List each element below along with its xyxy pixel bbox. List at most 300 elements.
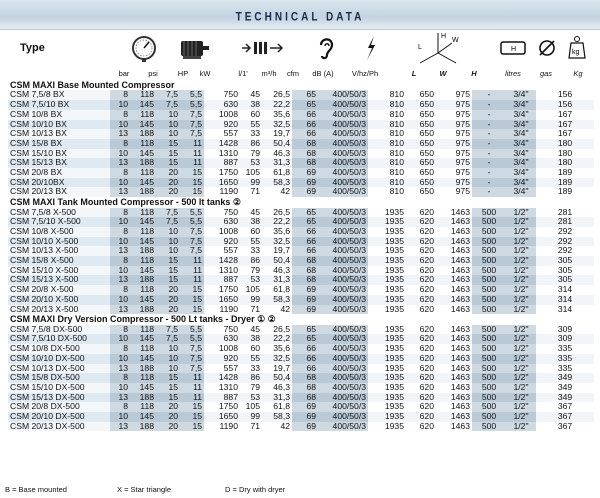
value-cell: 3/4" [506,187,536,197]
value-cell: 1935 [368,422,406,432]
value-cell: 292 [536,246,594,256]
value-cell: 650 [406,139,436,149]
value-cell: 118 [130,256,156,266]
model-name-cell: CSM 15/8 BX [8,139,110,149]
value-cell: 26,5 [262,208,292,218]
value-cell: 145 [130,354,156,364]
value-cell: 3/4" [506,168,536,178]
value-cell: 1/2" [506,344,536,354]
value-cell: 46,3 [262,149,292,159]
value-cell: 65 [292,217,318,227]
value-cell: 71 [240,187,262,197]
value-cell: 557 [204,364,240,374]
section-title: CSM MAXI Tank Mounted Compressor - 500 lt tanks ② [8,197,594,207]
model-name-cell: CSM 20/10 X-500 [8,295,110,305]
value-cell: 1008 [204,227,240,237]
value-cell: 65 [292,90,318,100]
value-cell: 7,5 [180,354,204,364]
value-cell: 1463 [436,402,472,412]
value-cell: 1750 [204,285,240,295]
value-cell: 32,5 [262,354,292,364]
value-cell: 15 [180,305,204,315]
value-cell: 810 [368,120,406,130]
value-cell: 188 [130,246,156,256]
table-body [8,80,594,431]
model-name-cell: CSM 10/13 X-500 [8,246,110,256]
value-cell: 8 [110,256,130,266]
value-cell: 86 [240,256,262,266]
unit-l-min: l/1' [238,69,248,78]
value-cell: 975 [436,187,472,197]
value-cell: 500 [472,364,506,374]
value-cell: 887 [204,275,240,285]
value-cell: 79 [240,149,262,159]
value-cell: 15 [180,402,204,412]
value-cell: 13 [110,422,130,432]
value-cell: 349 [536,393,594,403]
value-cell: 145 [130,334,156,344]
value-cell: 367 [536,412,594,422]
value-cell: 557 [204,129,240,139]
value-cell: 5,5 [180,325,204,335]
value-cell: 1935 [368,354,406,364]
value-cell: 630 [204,217,240,227]
value-cell: 86 [240,139,262,149]
value-cell: 400/50/3 [318,344,368,354]
value-cell: 1463 [436,227,472,237]
table-row [8,256,594,266]
dimensions-axes-icon [408,32,468,64]
value-cell: 400/50/3 [318,158,368,168]
value-cell: 810 [368,158,406,168]
value-cell: 1463 [436,412,472,422]
model-name-cell: CSM 10/8 DX-500 [8,344,110,354]
value-cell: 620 [406,237,436,247]
units-row [0,68,600,80]
value-cell: 20 [156,402,180,412]
value-cell: 1935 [368,266,406,276]
value-cell: 189 [536,168,594,178]
value-cell: - [472,100,506,110]
model-name-cell: CSM 10/8 BX [8,110,110,120]
value-cell: 500 [472,344,506,354]
value-cell: 45 [240,325,262,335]
value-cell: 1750 [204,402,240,412]
value-cell: 10 [110,295,130,305]
value-cell: 118 [130,344,156,354]
value-cell: 188 [130,158,156,168]
value-cell: 810 [368,110,406,120]
table-row [8,402,594,412]
value-cell: 11 [180,383,204,393]
value-cell: 10 [110,100,130,110]
value-cell: 22,2 [262,334,292,344]
value-cell: 1935 [368,208,406,218]
value-cell: 10 [156,237,180,247]
value-cell: 650 [406,100,436,110]
value-cell: 620 [406,373,436,383]
table-row [8,325,594,335]
model-name-cell: CSM 15/13 DX-500 [8,393,110,403]
value-cell: 20 [156,412,180,422]
value-cell: 1935 [368,305,406,315]
value-cell: 1463 [436,334,472,344]
value-cell: 1463 [436,246,472,256]
value-cell: 22,2 [262,217,292,227]
value-cell: 32,5 [262,237,292,247]
value-cell: 15 [156,393,180,403]
value-cell: 400/50/3 [318,120,368,130]
value-cell: 10 [156,110,180,120]
value-cell: 1935 [368,217,406,227]
value-cell: 55 [240,237,262,247]
value-cell: 99 [240,412,262,422]
table-row [8,354,594,364]
value-cell: 1935 [368,295,406,305]
value-cell: 7,5 [180,237,204,247]
legend-star-triangle: X = Star triangle [117,485,171,494]
value-cell: 10 [110,412,130,422]
value-cell: 750 [204,325,240,335]
value-cell: 11 [180,139,204,149]
value-cell: 58,3 [262,295,292,305]
value-cell: 1463 [436,354,472,364]
value-cell: 1935 [368,402,406,412]
value-cell: 3/4" [506,90,536,100]
model-name-cell: CSM 15/10 X-500 [8,266,110,276]
section-header [8,80,594,90]
value-cell: 400/50/3 [318,373,368,383]
value-cell: 8 [110,227,130,237]
value-cell: 69 [292,168,318,178]
value-cell: 118 [130,110,156,120]
value-cell: 650 [406,168,436,178]
model-name-cell: CSM 15/10 DX-500 [8,383,110,393]
value-cell: 11 [180,158,204,168]
value-cell: 1/2" [506,334,536,344]
value-cell: 8 [110,110,130,120]
value-cell: 1/2" [506,208,536,218]
value-cell: 35,6 [262,344,292,354]
value-cell: 620 [406,364,436,374]
value-cell: 1310 [204,383,240,393]
value-cell: 26,5 [262,325,292,335]
value-cell: 810 [368,178,406,188]
value-cell: 118 [130,325,156,335]
value-cell: 66 [292,110,318,120]
value-cell: 188 [130,129,156,139]
value-cell: 367 [536,422,594,432]
value-cell: 1190 [204,305,240,315]
axis-w-label: W [452,37,459,44]
value-cell: 620 [406,246,436,256]
value-cell: 292 [536,227,594,237]
value-cell: 61,8 [262,168,292,178]
value-cell: 10 [156,246,180,256]
model-name-cell: CSM 7,5/8 X-500 [8,208,110,218]
value-cell: 7,5 [180,227,204,237]
value-cell: - [472,129,506,139]
value-cell: 620 [406,402,436,412]
value-cell: 975 [436,158,472,168]
model-name-cell: CSM 20/10BX [8,178,110,188]
section-header [8,314,594,324]
model-name-cell: CSM 10/13 DX-500 [8,364,110,374]
value-cell: 7,5 [180,344,204,354]
value-cell: 66 [292,246,318,256]
value-cell: 118 [130,90,156,100]
value-cell: 66 [292,227,318,237]
section-header [8,197,594,207]
value-cell: 10 [156,120,180,130]
value-cell: 1463 [436,344,472,354]
value-cell: 69 [292,422,318,432]
value-cell: 13 [110,305,130,315]
value-cell: 650 [406,178,436,188]
value-cell: 53 [240,158,262,168]
value-cell: 400/50/3 [318,139,368,149]
value-cell: - [472,149,506,159]
unit-vhzph: V/hz/Ph [351,69,379,78]
banner-title: TECHNICAL DATA [235,10,365,25]
value-cell: 188 [130,364,156,374]
value-cell: 1463 [436,422,472,432]
value-cell: 620 [406,208,436,218]
value-cell: 1428 [204,256,240,266]
value-cell: 650 [406,158,436,168]
value-cell: 1/2" [506,402,536,412]
value-cell: 1/2" [506,383,536,393]
value-cell: 1/2" [506,325,536,335]
value-cell: 1/2" [506,275,536,285]
value-cell: 309 [536,334,594,344]
value-cell: 975 [436,129,472,139]
value-cell: 349 [536,373,594,383]
value-cell: 400/50/3 [318,393,368,403]
value-cell: 60 [240,344,262,354]
pressure-gauge-icon [128,32,160,64]
value-cell: 7,5 [156,90,180,100]
value-cell: 13 [110,246,130,256]
value-cell: 281 [536,208,594,218]
value-cell: 7,5 [156,100,180,110]
value-cell: 7,5 [156,217,180,227]
value-cell: 1463 [436,373,472,383]
value-cell: 15 [156,139,180,149]
value-cell: 1463 [436,217,472,227]
value-cell: 69 [292,402,318,412]
value-cell: 400/50/3 [318,354,368,364]
value-cell: 145 [130,266,156,276]
value-cell: 1/2" [506,412,536,422]
value-cell: 400/50/3 [318,402,368,412]
value-cell: 975 [436,178,472,188]
electric-bolt-icon [360,32,382,64]
model-name-cell: CSM 7,5/8 DX-500 [8,325,110,335]
value-cell: 68 [292,275,318,285]
value-cell: 620 [406,344,436,354]
value-cell: 118 [130,168,156,178]
value-cell: 156 [536,100,594,110]
value-cell: 5,5 [180,90,204,100]
value-cell: 500 [472,217,506,227]
table-row [8,275,594,285]
value-cell: 810 [368,187,406,197]
table-row [8,168,594,178]
value-cell: 15 [180,285,204,295]
value-cell: 8 [110,344,130,354]
value-cell: 975 [436,149,472,159]
value-cell: 400/50/3 [318,227,368,237]
value-cell: - [472,139,506,149]
value-cell: 920 [204,354,240,364]
value-cell: 8 [110,285,130,295]
value-cell: 1008 [204,110,240,120]
value-cell: 55 [240,354,262,364]
technical-data-table [8,80,594,431]
value-cell: 68 [292,256,318,266]
table-row [8,266,594,276]
value-cell: 1463 [436,237,472,247]
value-cell: 45 [240,90,262,100]
value-cell: 58,3 [262,412,292,422]
value-cell: 15 [180,422,204,432]
value-cell: 10 [110,120,130,130]
unit-m3h: m³/h [261,69,277,78]
value-cell: 71 [240,422,262,432]
unit-w: W [439,69,447,78]
value-cell: 105 [240,285,262,295]
model-name-cell: CSM 10/8 X-500 [8,227,110,237]
value-cell: 35,6 [262,110,292,120]
value-cell: 11 [180,149,204,159]
value-cell: 314 [536,285,594,295]
value-cell: 8 [110,139,130,149]
value-cell: 69 [292,295,318,305]
value-cell: 620 [406,217,436,227]
value-cell: 500 [472,208,506,218]
table-row [8,373,594,383]
weight-icon [565,32,589,64]
value-cell: 975 [436,110,472,120]
value-cell: 335 [536,354,594,364]
table-row [8,187,594,197]
value-cell: 400/50/3 [318,100,368,110]
value-cell: 1935 [368,334,406,344]
value-cell: 145 [130,237,156,247]
value-cell: 19,7 [262,246,292,256]
tank-icon [498,32,528,64]
value-cell: 118 [130,402,156,412]
unit-h: H [471,69,477,78]
value-cell: 1/2" [506,305,536,315]
value-cell: 188 [130,187,156,197]
value-cell: 305 [536,256,594,266]
value-cell: 1/2" [506,295,536,305]
value-cell: 20 [156,422,180,432]
value-cell: 38 [240,217,262,227]
value-cell: 620 [406,305,436,315]
value-cell: 167 [536,129,594,139]
value-cell: 10 [110,237,130,247]
value-cell: 65 [292,100,318,110]
value-cell: 42 [262,305,292,315]
value-cell: 167 [536,110,594,120]
value-cell: 1/2" [506,422,536,432]
value-cell: 7,5 [180,110,204,120]
value-cell: 650 [406,90,436,100]
value-cell: 1463 [436,275,472,285]
value-cell: 31,3 [262,393,292,403]
value-cell: 314 [536,295,594,305]
value-cell: 1463 [436,393,472,403]
model-name-cell: CSM 7,5/10 X-500 [8,217,110,227]
value-cell: 8 [110,402,130,412]
section-title: CSM MAXI Base Mounted Compressor [8,80,594,90]
unit-gas: gas [539,69,553,78]
value-cell: 309 [536,325,594,335]
value-cell: 400/50/3 [318,266,368,276]
value-cell: 1/2" [506,266,536,276]
value-cell: 42 [262,187,292,197]
value-cell: 1/2" [506,227,536,237]
value-cell: 400/50/3 [318,364,368,374]
value-cell: 1935 [368,383,406,393]
value-cell: 188 [130,422,156,432]
section-title: CSM MAXI Dry Version Compressor - 500 Lt tanks - Dryer ① ② [8,314,594,324]
value-cell: 68 [292,158,318,168]
value-cell: 1650 [204,295,240,305]
value-cell: 20 [156,178,180,188]
value-cell: 400/50/3 [318,305,368,315]
value-cell: 10 [110,149,130,159]
value-cell: 500 [472,295,506,305]
value-cell: 887 [204,158,240,168]
air-flow-icon [240,32,286,64]
value-cell: 180 [536,158,594,168]
model-name-cell: CSM 15/10 BX [8,149,110,159]
value-cell: 1463 [436,325,472,335]
value-cell: 400/50/3 [318,208,368,218]
value-cell: 1008 [204,344,240,354]
value-cell: 58,3 [262,178,292,188]
value-cell: 1463 [436,266,472,276]
value-cell: 188 [130,305,156,315]
value-cell: 167 [536,120,594,130]
model-name-cell: CSM 7,5/8 BX [8,90,110,100]
value-cell: 1190 [204,422,240,432]
value-cell: 13 [110,187,130,197]
table-row [8,383,594,393]
value-cell: 3/4" [506,129,536,139]
value-cell: 620 [406,266,436,276]
value-cell: 620 [406,334,436,344]
value-cell: 11 [180,275,204,285]
model-name-cell: CSM 20/13 BX [8,187,110,197]
value-cell: 10 [110,383,130,393]
value-cell: 10 [110,354,130,364]
model-name-cell: CSM 10/10 DX-500 [8,354,110,364]
value-cell: 22,2 [262,100,292,110]
value-cell: 11 [180,256,204,266]
value-cell: 975 [436,100,472,110]
value-cell: 13 [110,275,130,285]
value-cell: 1/2" [506,237,536,247]
value-cell: 13 [110,393,130,403]
value-cell: 810 [368,168,406,178]
value-cell: 650 [406,129,436,139]
value-cell: 335 [536,364,594,374]
